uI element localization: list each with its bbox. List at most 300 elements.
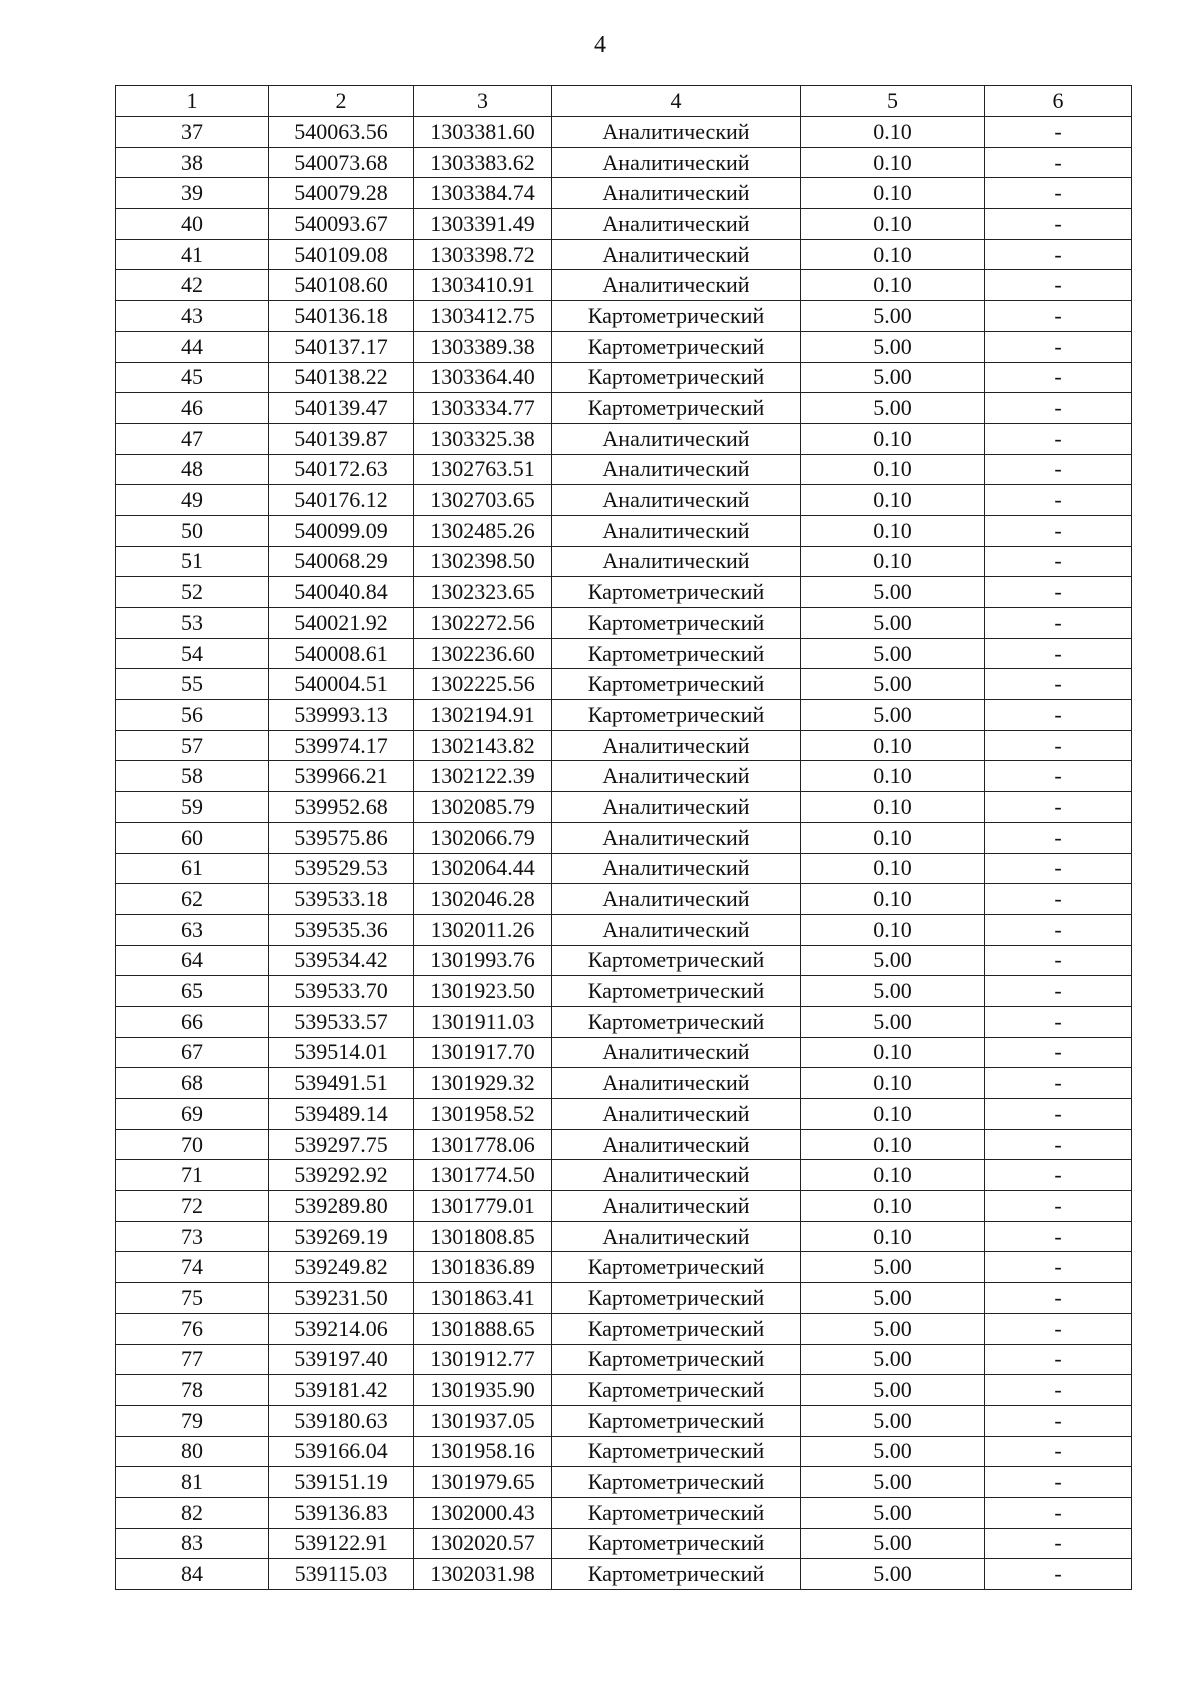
x-coordinate-cell: 539214.06 xyxy=(269,1313,414,1344)
note-cell: - xyxy=(985,1497,1132,1528)
table-row xyxy=(116,1252,1132,1283)
accuracy-cell: 0.10 xyxy=(801,1129,985,1160)
accuracy-cell: 0.10 xyxy=(801,423,985,454)
y-coordinate-cell: 1301774.50 xyxy=(414,1160,552,1191)
point-number-cell: 64 xyxy=(116,945,269,976)
point-number-cell: 48 xyxy=(116,454,269,485)
method-cell: Картометрический xyxy=(552,301,801,332)
method-cell: Аналитический xyxy=(552,1129,801,1160)
note-cell: - xyxy=(985,1405,1132,1436)
table-row xyxy=(116,700,1132,731)
table-row xyxy=(116,1006,1132,1037)
point-number-cell: 59 xyxy=(116,792,269,823)
table-row xyxy=(116,638,1132,669)
note-cell: - xyxy=(985,178,1132,209)
y-coordinate-cell: 1301836.89 xyxy=(414,1252,552,1283)
x-coordinate-cell: 540099.09 xyxy=(269,515,414,546)
x-coordinate-cell: 539974.17 xyxy=(269,730,414,761)
x-coordinate-cell: 539529.53 xyxy=(269,853,414,884)
point-number-cell: 56 xyxy=(116,700,269,731)
accuracy-cell: 0.10 xyxy=(801,792,985,823)
point-number-cell: 73 xyxy=(116,1221,269,1252)
accuracy-cell: 5.00 xyxy=(801,1559,985,1590)
table-row xyxy=(116,976,1132,1007)
x-coordinate-cell: 539535.36 xyxy=(269,914,414,945)
note-cell: - xyxy=(985,1313,1132,1344)
x-coordinate-cell: 540093.67 xyxy=(269,209,414,240)
point-number-cell: 43 xyxy=(116,301,269,332)
method-cell: Картометрический xyxy=(552,1405,801,1436)
x-coordinate-cell: 540040.84 xyxy=(269,577,414,608)
method-cell: Аналитический xyxy=(552,761,801,792)
point-number-cell: 55 xyxy=(116,669,269,700)
table-row xyxy=(116,884,1132,915)
column-header: 1 xyxy=(116,86,269,117)
x-coordinate-cell: 539249.82 xyxy=(269,1252,414,1283)
y-coordinate-cell: 1302011.26 xyxy=(414,914,552,945)
method-cell: Картометрический xyxy=(552,1467,801,1498)
y-coordinate-cell: 1301937.05 xyxy=(414,1405,552,1436)
table-row xyxy=(116,147,1132,178)
method-cell: Картометрический xyxy=(552,608,801,639)
note-cell: - xyxy=(985,147,1132,178)
note-cell: - xyxy=(985,761,1132,792)
point-number-cell: 75 xyxy=(116,1283,269,1314)
x-coordinate-cell: 539575.86 xyxy=(269,822,414,853)
x-coordinate-cell: 540136.18 xyxy=(269,301,414,332)
method-cell: Аналитический xyxy=(552,1221,801,1252)
table-row xyxy=(116,1160,1132,1191)
note-cell: - xyxy=(985,884,1132,915)
y-coordinate-cell: 1301779.01 xyxy=(414,1191,552,1222)
note-cell: - xyxy=(985,362,1132,393)
note-cell: - xyxy=(985,485,1132,516)
y-coordinate-cell: 1301888.65 xyxy=(414,1313,552,1344)
method-cell: Картометрический xyxy=(552,945,801,976)
note-cell: - xyxy=(985,515,1132,546)
y-coordinate-cell: 1303391.49 xyxy=(414,209,552,240)
table-row xyxy=(116,301,1132,332)
point-number-cell: 42 xyxy=(116,270,269,301)
note-cell: - xyxy=(985,853,1132,884)
table-row xyxy=(116,1283,1132,1314)
y-coordinate-cell: 1302272.56 xyxy=(414,608,552,639)
point-number-cell: 63 xyxy=(116,914,269,945)
point-number-cell: 81 xyxy=(116,1467,269,1498)
accuracy-cell: 5.00 xyxy=(801,638,985,669)
table-row xyxy=(116,1528,1132,1559)
x-coordinate-cell: 540139.47 xyxy=(269,393,414,424)
note-cell: - xyxy=(985,1467,1132,1498)
accuracy-cell: 0.10 xyxy=(801,270,985,301)
accuracy-cell: 0.10 xyxy=(801,853,985,884)
accuracy-cell: 0.10 xyxy=(801,117,985,148)
table-row xyxy=(116,393,1132,424)
x-coordinate-cell: 540176.12 xyxy=(269,485,414,516)
note-cell: - xyxy=(985,423,1132,454)
method-cell: Картометрический xyxy=(552,1313,801,1344)
method-cell: Картометрический xyxy=(552,1375,801,1406)
note-cell: - xyxy=(985,1221,1132,1252)
x-coordinate-cell: 539993.13 xyxy=(269,700,414,731)
accuracy-cell: 0.10 xyxy=(801,914,985,945)
accuracy-cell: 0.10 xyxy=(801,239,985,270)
table-row xyxy=(116,1375,1132,1406)
note-cell: - xyxy=(985,1436,1132,1467)
method-cell: Аналитический xyxy=(552,117,801,148)
method-cell: Аналитический xyxy=(552,1068,801,1099)
point-number-cell: 71 xyxy=(116,1160,269,1191)
point-number-cell: 53 xyxy=(116,608,269,639)
method-cell: Аналитический xyxy=(552,178,801,209)
y-coordinate-cell: 1301958.16 xyxy=(414,1436,552,1467)
x-coordinate-cell: 540109.08 xyxy=(269,239,414,270)
table-row xyxy=(116,577,1132,608)
y-coordinate-cell: 1303381.60 xyxy=(414,117,552,148)
method-cell: Картометрический xyxy=(552,1283,801,1314)
table-row xyxy=(116,669,1132,700)
accuracy-cell: 5.00 xyxy=(801,1375,985,1406)
x-coordinate-cell: 539151.19 xyxy=(269,1467,414,1498)
note-cell: - xyxy=(985,454,1132,485)
table-row xyxy=(116,515,1132,546)
accuracy-cell: 5.00 xyxy=(801,1405,985,1436)
page-number: 4 xyxy=(594,32,606,58)
y-coordinate-cell: 1301778.06 xyxy=(414,1129,552,1160)
point-number-cell: 83 xyxy=(116,1528,269,1559)
note-cell: - xyxy=(985,730,1132,761)
x-coordinate-cell: 540068.29 xyxy=(269,546,414,577)
method-cell: Картометрический xyxy=(552,362,801,393)
accuracy-cell: 0.10 xyxy=(801,1037,985,1068)
method-cell: Аналитический xyxy=(552,270,801,301)
column-header: 3 xyxy=(414,86,552,117)
accuracy-cell: 5.00 xyxy=(801,1006,985,1037)
accuracy-cell: 5.00 xyxy=(801,331,985,362)
table-row xyxy=(116,1099,1132,1130)
table-row xyxy=(116,239,1132,270)
point-number-cell: 40 xyxy=(116,209,269,240)
table-row xyxy=(116,792,1132,823)
point-number-cell: 78 xyxy=(116,1375,269,1406)
y-coordinate-cell: 1301912.77 xyxy=(414,1344,552,1375)
note-cell: - xyxy=(985,1252,1132,1283)
x-coordinate-cell: 539289.80 xyxy=(269,1191,414,1222)
accuracy-cell: 5.00 xyxy=(801,393,985,424)
x-coordinate-cell: 540172.63 xyxy=(269,454,414,485)
y-coordinate-cell: 1302485.26 xyxy=(414,515,552,546)
method-cell: Аналитический xyxy=(552,485,801,516)
table-row xyxy=(116,914,1132,945)
method-cell: Аналитический xyxy=(552,546,801,577)
coordinates-table xyxy=(115,85,1132,1590)
note-cell: - xyxy=(985,914,1132,945)
y-coordinate-cell: 1303384.74 xyxy=(414,178,552,209)
note-cell: - xyxy=(985,1344,1132,1375)
point-number-cell: 72 xyxy=(116,1191,269,1222)
accuracy-cell: 0.10 xyxy=(801,1191,985,1222)
x-coordinate-cell: 540139.87 xyxy=(269,423,414,454)
accuracy-cell: 0.10 xyxy=(801,761,985,792)
x-coordinate-cell: 539491.51 xyxy=(269,1068,414,1099)
accuracy-cell: 0.10 xyxy=(801,1068,985,1099)
note-cell: - xyxy=(985,1375,1132,1406)
point-number-cell: 44 xyxy=(116,331,269,362)
method-cell: Картометрический xyxy=(552,1344,801,1375)
x-coordinate-cell: 539180.63 xyxy=(269,1405,414,1436)
table-row xyxy=(116,1068,1132,1099)
x-coordinate-cell: 540008.61 xyxy=(269,638,414,669)
accuracy-cell: 5.00 xyxy=(801,1283,985,1314)
accuracy-cell: 0.10 xyxy=(801,822,985,853)
table-row xyxy=(116,362,1132,393)
note-cell: - xyxy=(985,209,1132,240)
accuracy-cell: 0.10 xyxy=(801,147,985,178)
accuracy-cell: 0.10 xyxy=(801,209,985,240)
y-coordinate-cell: 1301958.52 xyxy=(414,1099,552,1130)
table-row xyxy=(116,1497,1132,1528)
table-row xyxy=(116,1405,1132,1436)
table-row xyxy=(116,1436,1132,1467)
x-coordinate-cell: 539514.01 xyxy=(269,1037,414,1068)
method-cell: Аналитический xyxy=(552,423,801,454)
point-number-cell: 50 xyxy=(116,515,269,546)
column-header: 6 xyxy=(985,86,1132,117)
point-number-cell: 45 xyxy=(116,362,269,393)
method-cell: Аналитический xyxy=(552,1099,801,1130)
point-number-cell: 47 xyxy=(116,423,269,454)
accuracy-cell: 5.00 xyxy=(801,669,985,700)
y-coordinate-cell: 1302020.57 xyxy=(414,1528,552,1559)
y-coordinate-cell: 1302046.28 xyxy=(414,884,552,915)
accuracy-cell: 5.00 xyxy=(801,577,985,608)
method-cell: Картометрический xyxy=(552,1006,801,1037)
y-coordinate-cell: 1303412.75 xyxy=(414,301,552,332)
y-coordinate-cell: 1302143.82 xyxy=(414,730,552,761)
note-cell: - xyxy=(985,117,1132,148)
note-cell: - xyxy=(985,577,1132,608)
point-number-cell: 67 xyxy=(116,1037,269,1068)
accuracy-cell: 5.00 xyxy=(801,1467,985,1498)
method-cell: Аналитический xyxy=(552,515,801,546)
y-coordinate-cell: 1303389.38 xyxy=(414,331,552,362)
table-row xyxy=(116,270,1132,301)
accuracy-cell: 5.00 xyxy=(801,976,985,1007)
note-cell: - xyxy=(985,1099,1132,1130)
note-cell: - xyxy=(985,1129,1132,1160)
point-number-cell: 49 xyxy=(116,485,269,516)
method-cell: Аналитический xyxy=(552,792,801,823)
point-number-cell: 69 xyxy=(116,1099,269,1130)
accuracy-cell: 0.10 xyxy=(801,1160,985,1191)
x-coordinate-cell: 540138.22 xyxy=(269,362,414,393)
table-row xyxy=(116,485,1132,516)
note-cell: - xyxy=(985,1006,1132,1037)
y-coordinate-cell: 1302236.60 xyxy=(414,638,552,669)
point-number-cell: 84 xyxy=(116,1559,269,1590)
point-number-cell: 77 xyxy=(116,1344,269,1375)
y-coordinate-cell: 1302323.65 xyxy=(414,577,552,608)
column-header: 2 xyxy=(269,86,414,117)
method-cell: Картометрический xyxy=(552,393,801,424)
table-row xyxy=(116,1467,1132,1498)
column-header: 5 xyxy=(801,86,985,117)
y-coordinate-cell: 1302763.51 xyxy=(414,454,552,485)
accuracy-cell: 5.00 xyxy=(801,1313,985,1344)
table-row xyxy=(116,423,1132,454)
y-coordinate-cell: 1302031.98 xyxy=(414,1559,552,1590)
point-number-cell: 60 xyxy=(116,822,269,853)
x-coordinate-cell: 540063.56 xyxy=(269,117,414,148)
accuracy-cell: 0.10 xyxy=(801,515,985,546)
method-cell: Аналитический xyxy=(552,1037,801,1068)
accuracy-cell: 0.10 xyxy=(801,1099,985,1130)
method-cell: Картометрический xyxy=(552,1497,801,1528)
point-number-cell: 74 xyxy=(116,1252,269,1283)
note-cell: - xyxy=(985,608,1132,639)
table-header-row xyxy=(116,86,1132,117)
note-cell: - xyxy=(985,1160,1132,1191)
method-cell: Аналитический xyxy=(552,853,801,884)
x-coordinate-cell: 539122.91 xyxy=(269,1528,414,1559)
y-coordinate-cell: 1301935.90 xyxy=(414,1375,552,1406)
point-number-cell: 57 xyxy=(116,730,269,761)
y-coordinate-cell: 1301863.41 xyxy=(414,1283,552,1314)
table-row xyxy=(116,1191,1132,1222)
y-coordinate-cell: 1302194.91 xyxy=(414,700,552,731)
point-number-cell: 39 xyxy=(116,178,269,209)
y-coordinate-cell: 1301911.03 xyxy=(414,1006,552,1037)
method-cell: Картометрический xyxy=(552,1559,801,1590)
x-coordinate-cell: 539166.04 xyxy=(269,1436,414,1467)
table-row xyxy=(116,1037,1132,1068)
accuracy-cell: 5.00 xyxy=(801,1344,985,1375)
x-coordinate-cell: 539292.92 xyxy=(269,1160,414,1191)
method-cell: Аналитический xyxy=(552,1191,801,1222)
table-row xyxy=(116,117,1132,148)
point-number-cell: 65 xyxy=(116,976,269,1007)
accuracy-cell: 0.10 xyxy=(801,884,985,915)
table-row xyxy=(116,1313,1132,1344)
table-row xyxy=(116,730,1132,761)
point-number-cell: 46 xyxy=(116,393,269,424)
note-cell: - xyxy=(985,239,1132,270)
x-coordinate-cell: 539533.57 xyxy=(269,1006,414,1037)
y-coordinate-cell: 1302398.50 xyxy=(414,546,552,577)
table-row xyxy=(116,1344,1132,1375)
accuracy-cell: 0.10 xyxy=(801,546,985,577)
x-coordinate-cell: 540021.92 xyxy=(269,608,414,639)
accuracy-cell: 0.10 xyxy=(801,178,985,209)
note-cell: - xyxy=(985,792,1132,823)
note-cell: - xyxy=(985,976,1132,1007)
note-cell: - xyxy=(985,270,1132,301)
table-row xyxy=(116,761,1132,792)
y-coordinate-cell: 1303398.72 xyxy=(414,239,552,270)
accuracy-cell: 5.00 xyxy=(801,1497,985,1528)
note-cell: - xyxy=(985,331,1132,362)
note-cell: - xyxy=(985,1559,1132,1590)
accuracy-cell: 0.10 xyxy=(801,1221,985,1252)
y-coordinate-cell: 1303325.38 xyxy=(414,423,552,454)
accuracy-cell: 0.10 xyxy=(801,485,985,516)
method-cell: Картометрический xyxy=(552,700,801,731)
x-coordinate-cell: 539197.40 xyxy=(269,1344,414,1375)
accuracy-cell: 5.00 xyxy=(801,700,985,731)
method-cell: Аналитический xyxy=(552,454,801,485)
x-coordinate-cell: 539489.14 xyxy=(269,1099,414,1130)
table-row xyxy=(116,331,1132,362)
y-coordinate-cell: 1303364.40 xyxy=(414,362,552,393)
method-cell: Картометрический xyxy=(552,669,801,700)
y-coordinate-cell: 1302066.79 xyxy=(414,822,552,853)
table-row xyxy=(116,1221,1132,1252)
accuracy-cell: 5.00 xyxy=(801,362,985,393)
y-coordinate-cell: 1302225.56 xyxy=(414,669,552,700)
table-row xyxy=(116,1559,1132,1590)
note-cell: - xyxy=(985,822,1132,853)
y-coordinate-cell: 1302085.79 xyxy=(414,792,552,823)
method-cell: Картометрический xyxy=(552,976,801,1007)
point-number-cell: 80 xyxy=(116,1436,269,1467)
x-coordinate-cell: 540108.60 xyxy=(269,270,414,301)
method-cell: Аналитический xyxy=(552,147,801,178)
accuracy-cell: 0.10 xyxy=(801,730,985,761)
note-cell: - xyxy=(985,1283,1132,1314)
y-coordinate-cell: 1302703.65 xyxy=(414,485,552,516)
method-cell: Аналитический xyxy=(552,914,801,945)
y-coordinate-cell: 1301993.76 xyxy=(414,945,552,976)
point-number-cell: 58 xyxy=(116,761,269,792)
y-coordinate-cell: 1301929.32 xyxy=(414,1068,552,1099)
table-body xyxy=(116,86,1132,1590)
table-row xyxy=(116,853,1132,884)
y-coordinate-cell: 1302122.39 xyxy=(414,761,552,792)
note-cell: - xyxy=(985,1191,1132,1222)
point-number-cell: 62 xyxy=(116,884,269,915)
table-row xyxy=(116,822,1132,853)
x-coordinate-cell: 539136.83 xyxy=(269,1497,414,1528)
point-number-cell: 82 xyxy=(116,1497,269,1528)
x-coordinate-cell: 539533.70 xyxy=(269,976,414,1007)
point-number-cell: 76 xyxy=(116,1313,269,1344)
accuracy-cell: 5.00 xyxy=(801,1436,985,1467)
accuracy-cell: 5.00 xyxy=(801,301,985,332)
table-row xyxy=(116,608,1132,639)
method-cell: Картометрический xyxy=(552,331,801,362)
point-number-cell: 70 xyxy=(116,1129,269,1160)
point-number-cell: 38 xyxy=(116,147,269,178)
y-coordinate-cell: 1303410.91 xyxy=(414,270,552,301)
x-coordinate-cell: 539181.42 xyxy=(269,1375,414,1406)
method-cell: Картометрический xyxy=(552,577,801,608)
method-cell: Картометрический xyxy=(552,638,801,669)
point-number-cell: 52 xyxy=(116,577,269,608)
point-number-cell: 51 xyxy=(116,546,269,577)
note-cell: - xyxy=(985,546,1132,577)
note-cell: - xyxy=(985,638,1132,669)
table-row xyxy=(116,546,1132,577)
method-cell: Аналитический xyxy=(552,822,801,853)
point-number-cell: 66 xyxy=(116,1006,269,1037)
note-cell: - xyxy=(985,945,1132,976)
point-number-cell: 41 xyxy=(116,239,269,270)
note-cell: - xyxy=(985,393,1132,424)
method-cell: Картометрический xyxy=(552,1528,801,1559)
x-coordinate-cell: 539966.21 xyxy=(269,761,414,792)
method-cell: Аналитический xyxy=(552,209,801,240)
y-coordinate-cell: 1301979.65 xyxy=(414,1467,552,1498)
